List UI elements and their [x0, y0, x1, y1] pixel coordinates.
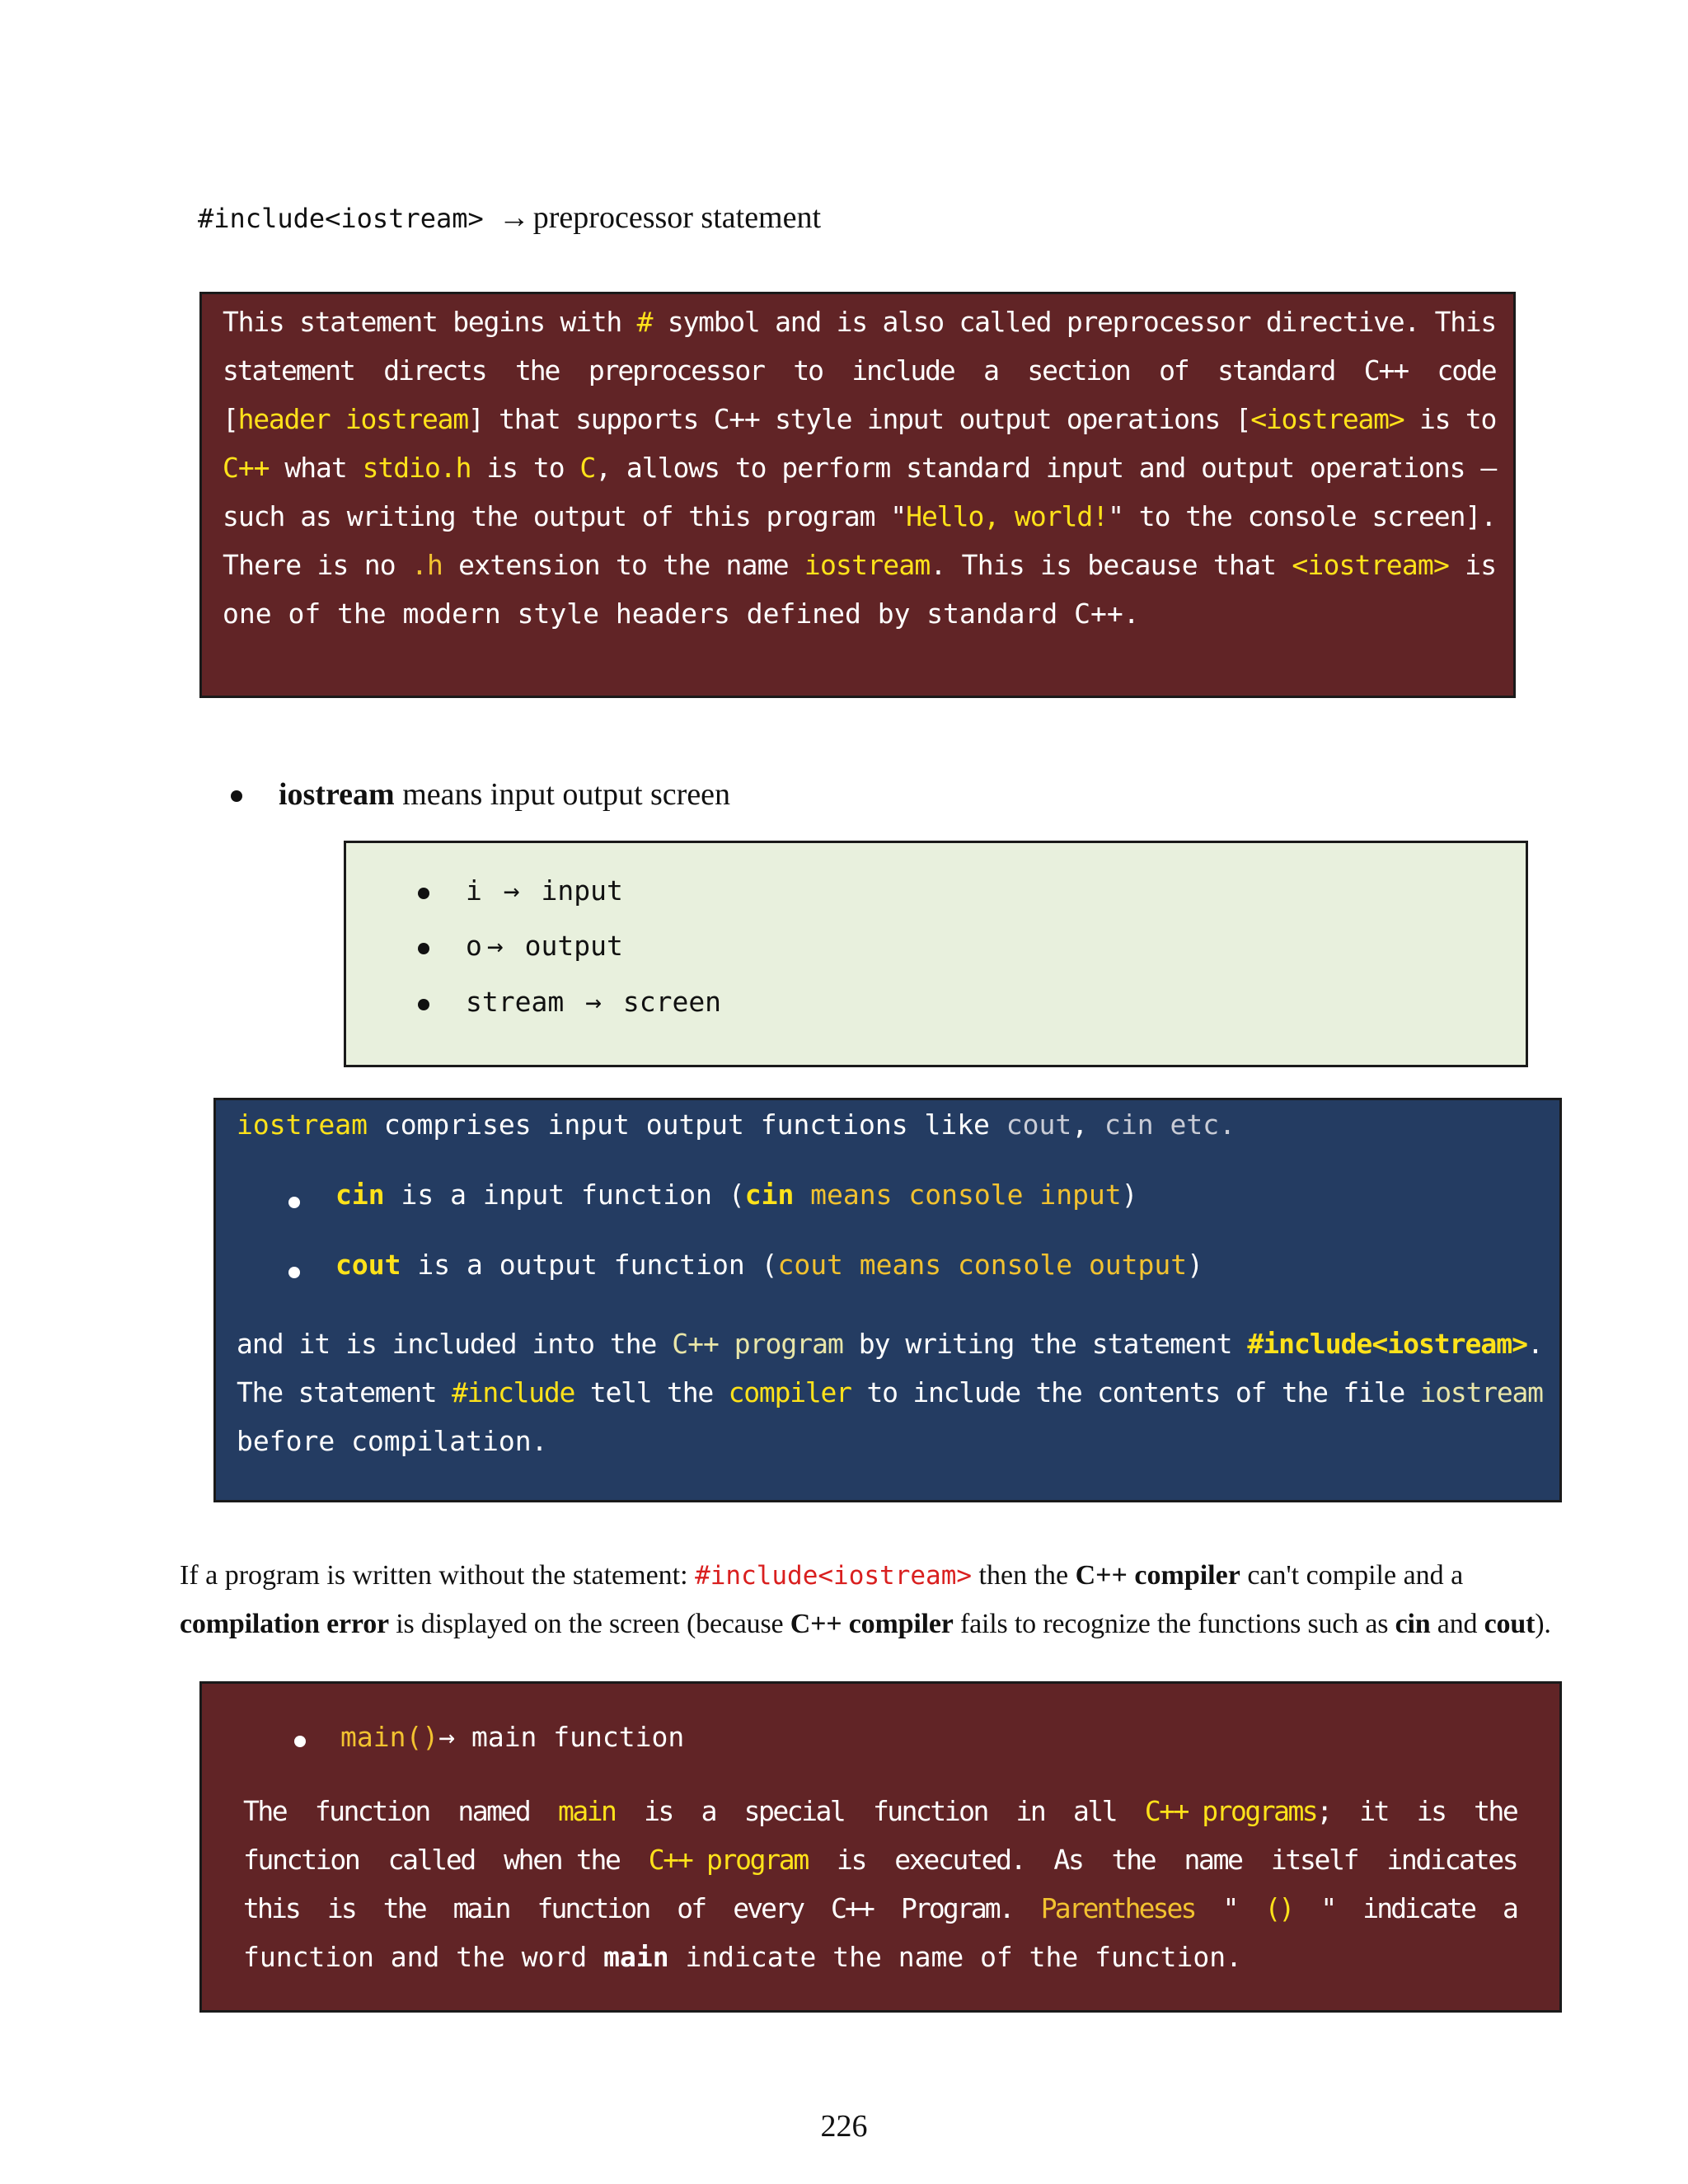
text-segment: Hello, world! — [906, 500, 1109, 532]
text-segment: The function named — [243, 1795, 558, 1827]
text-segment: one of the modern style headers defined by standard C++. — [223, 598, 1140, 630]
text-line — [243, 1892, 1517, 1924]
text-segment: cin — [1395, 1609, 1431, 1639]
text-line — [237, 1425, 548, 1457]
text-segment: cout — [1484, 1609, 1536, 1639]
bullet-dot — [294, 1736, 306, 1747]
text-segment: , — [1071, 1108, 1105, 1141]
text-segment: () — [1264, 1892, 1293, 1924]
text-segment: cout — [1006, 1108, 1072, 1141]
text-segment: comprises input output functions like — [367, 1108, 1006, 1141]
box3-bullet — [340, 1721, 684, 1753]
text-line — [223, 549, 1496, 581]
text-segment: main() — [340, 1721, 439, 1753]
text-segment: C++ program — [672, 1328, 843, 1360]
text-line — [223, 500, 1496, 532]
text-segment: cin etc. — [1104, 1108, 1236, 1141]
iostream-rest: means input output screen — [394, 777, 731, 812]
text-segment: C — [579, 452, 596, 484]
text-segment: , allows to perform standard input and output operations – — [595, 452, 1497, 484]
text-line — [223, 306, 1496, 338]
text-segment: tell the — [574, 1376, 729, 1408]
text-segment: " to the console screen]. — [1108, 500, 1497, 532]
text-segment: symbol and is also called preprocessor directive. This — [652, 306, 1497, 338]
text-segment: is a special function in all — [615, 1795, 1145, 1827]
text-segment: statement directs the preprocessor to include a section of standard C++ code — [223, 354, 1496, 387]
text-segment: header iostream — [237, 403, 468, 435]
green-word: screen — [622, 986, 722, 1018]
bullet-dot — [418, 943, 429, 954]
text-segment: and it is included into the — [237, 1328, 673, 1360]
text-segment: is to — [1404, 403, 1497, 435]
text-segment: .h — [410, 549, 443, 581]
text-segment: <iostream> — [1250, 403, 1404, 435]
green-letter: i — [466, 874, 482, 907]
text-segment: is a output function ( — [401, 1249, 778, 1281]
bullet-dot — [418, 888, 429, 899]
text-segment: C++ compiler — [1075, 1560, 1240, 1591]
heading-text: preprocessor statement — [532, 200, 822, 235]
text-segment: C++ programs — [1144, 1795, 1317, 1827]
text-segment: This statement begins with — [223, 306, 637, 338]
iostream-bullet-text — [279, 776, 730, 813]
page-number: 226 — [820, 2109, 868, 2144]
text-segment: is executed. As the name itself indicates — [807, 1844, 1517, 1876]
text-segment: The statement — [237, 1376, 452, 1408]
green-word: input — [541, 874, 623, 907]
arrow-icon: → — [585, 986, 602, 1018]
text-segment: ; it is the — [1316, 1795, 1517, 1827]
text-segment: such as writing the output of this program " — [223, 500, 907, 532]
text-segment: cout means console output — [777, 1249, 1188, 1281]
text-segment: There is no — [223, 549, 411, 581]
text-segment: indicate the name of the function. — [668, 1941, 1242, 1973]
text-segment: is displayed on the screen (because — [388, 1609, 790, 1639]
text-line — [243, 1941, 1242, 1973]
text-segment: main — [557, 1795, 616, 1827]
text-segment: this is the main function of every C++ Program. — [243, 1892, 1041, 1924]
text-segment: is a input function ( — [384, 1179, 745, 1211]
text-segment: #include — [452, 1376, 575, 1408]
text-segment: compiler — [728, 1376, 851, 1408]
text-segment: is to — [471, 452, 580, 484]
text-segment: function and the word — [243, 1941, 604, 1973]
iostream-breakdown-box — [344, 841, 1528, 1067]
bullet-dot — [231, 790, 242, 802]
text-segment: ) — [1121, 1179, 1138, 1211]
text-segment: by writing the statement — [842, 1328, 1248, 1360]
text-segment: → main function — [438, 1721, 685, 1753]
text-segment: is — [1449, 549, 1497, 581]
text-segment: C++ — [223, 452, 270, 484]
text-segment: iostream — [804, 549, 931, 581]
text-segment: #include<iostream> — [1247, 1328, 1528, 1360]
main-function-box — [199, 1681, 1562, 2013]
text-line — [223, 598, 1140, 630]
text-segment: iostream — [237, 1108, 368, 1141]
paragraph-line-2 — [180, 1609, 1551, 1640]
text-segment: function called when the — [243, 1844, 649, 1876]
heading-code: #include<iostream> — [198, 203, 484, 234]
preprocessor-explanation-box — [199, 292, 1516, 698]
text-line — [243, 1795, 1517, 1827]
iostream-functions-box — [213, 1098, 1562, 1502]
text-segment: ) — [1187, 1249, 1204, 1281]
text-segment: If a program is written without the statement: — [180, 1560, 696, 1591]
paragraph-line-1 — [180, 1560, 1551, 1591]
text-segment: ] that supports C++ style input output operations [ — [467, 403, 1251, 435]
text-segment: ). — [1535, 1609, 1551, 1639]
text-line — [237, 1328, 1543, 1360]
text-line — [223, 354, 1496, 387]
text-segment: fails to recognize the functions such as — [953, 1609, 1395, 1639]
text-segment: C++ compiler — [790, 1609, 954, 1639]
text-segment: C++ program — [648, 1844, 808, 1876]
text-segment: and — [1430, 1609, 1484, 1639]
box2-bullet-cout — [335, 1249, 1203, 1281]
text-segment: to include the contents of the file — [851, 1376, 1420, 1408]
text-segment: " indicate a — [1292, 1892, 1517, 1924]
text-segment: . This is because that — [930, 549, 1292, 581]
iostream-bold: iostream — [279, 777, 395, 812]
arrow-icon: → — [503, 874, 520, 907]
text-line — [237, 1376, 1543, 1408]
text-segment: stdio.h — [362, 452, 471, 484]
text-segment: cin — [744, 1179, 795, 1211]
text-line — [223, 452, 1496, 484]
section-heading — [198, 199, 821, 236]
text-segment: extension to the name — [443, 549, 804, 581]
box2-intro — [237, 1108, 1236, 1141]
text-segment: cout — [335, 1249, 401, 1281]
arrow-icon: → — [486, 930, 504, 962]
bullet-dot — [288, 1197, 300, 1208]
bullet-dot — [418, 999, 429, 1010]
text-segment: can't compile and a — [1240, 1560, 1464, 1591]
text-segment: <iostream> — [1292, 549, 1450, 581]
green-letter: o — [466, 930, 482, 962]
text-segment: compilation error — [180, 1609, 389, 1639]
text-line — [223, 403, 1496, 435]
heading-arrow: → — [498, 200, 530, 235]
box2-bullet-cin — [335, 1179, 1138, 1211]
text-segment: Parentheses — [1040, 1892, 1195, 1924]
text-segment: then the — [972, 1560, 1076, 1591]
text-segment: #include<iostream> — [695, 1561, 973, 1591]
text-segment: before compilation. — [237, 1425, 548, 1457]
text-segment: . — [1527, 1328, 1543, 1360]
text-segment: means console input — [794, 1179, 1122, 1211]
text-segment: what — [269, 452, 363, 484]
text-segment: # — [636, 306, 653, 338]
text-segment: iostream — [1419, 1376, 1543, 1408]
text-segment: [ — [223, 403, 238, 435]
text-segment: cin — [335, 1179, 385, 1211]
text-segment: main — [603, 1941, 669, 1973]
green-letter: stream — [466, 986, 565, 1018]
text-segment: " — [1194, 1892, 1265, 1924]
green-word: output — [524, 930, 623, 962]
bullet-dot — [288, 1267, 300, 1278]
text-line — [243, 1844, 1517, 1876]
